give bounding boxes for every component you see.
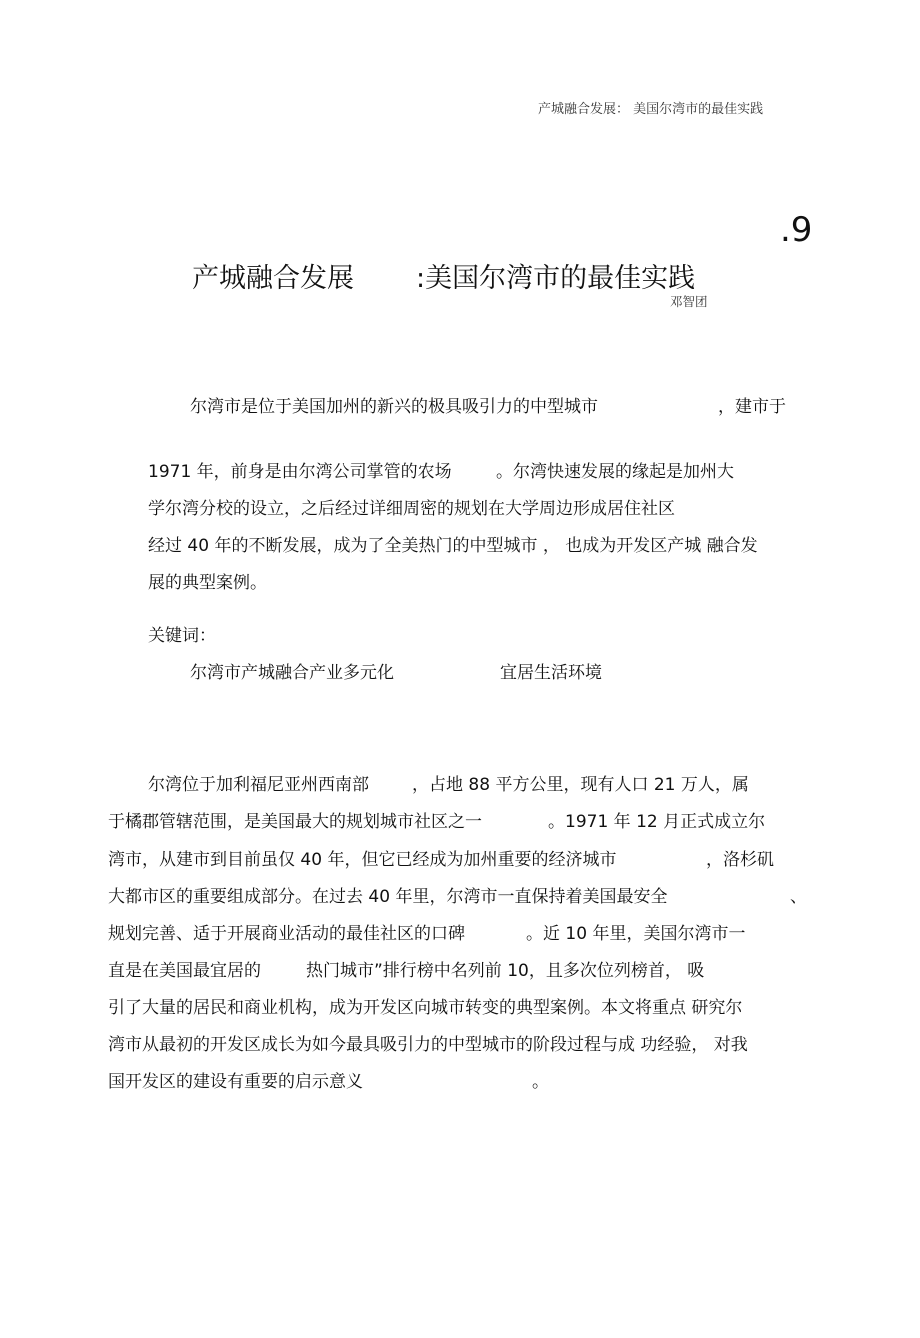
body-line-2b: 。1971 年 12 月正式成立尔 — [548, 812, 766, 832]
author-name: 邓智团 — [670, 294, 708, 309]
keyword-item-2: 宜居生活环境 — [500, 663, 602, 683]
body-line-6a: 直是在美国最宜居的 — [108, 961, 261, 981]
page-number-mark: .9 — [780, 210, 813, 250]
body-line-4b: 、 — [790, 887, 807, 907]
abstract-line-2a: 1971 年，前身是由尔湾公司掌管的农场 — [148, 462, 452, 482]
abstract-line-2b: 。尔湾快速发展的缘起是加州大 — [496, 462, 734, 482]
body-line-5b: 。近 10 年里，美国尔湾市一 — [526, 924, 746, 944]
abstract-line-5: 展的典型案例。 — [148, 573, 267, 593]
title-part-2: :美国尔湾市的最佳实践 — [416, 263, 696, 294]
body-line-9b: 。 — [532, 1072, 549, 1092]
document-title — [192, 256, 695, 295]
abstract-line-1-tail: ，建市于 — [718, 397, 786, 417]
abstract-line-1: 尔湾市是位于美国加州的新兴的极具吸引力的中型城市 — [190, 397, 598, 417]
body-line-3a: 湾市，从建市到目前虽仅 40 年，但它已经成为加州重要的经济城市 — [108, 850, 617, 870]
title-part-1: 产城融合发展 — [192, 263, 354, 294]
abstract-line-3: 学尔湾分校的设立，之后经过详细周密的规划在大学周边形成居住社区 — [148, 499, 675, 519]
body-line-8: 湾市从最初的开发区成长为如今最具吸引力的中型城市的阶段过程与成 功经验， 对我 — [108, 1035, 748, 1055]
body-line-6b: 热门城市”排行榜中名列前 10，且多次位列榜首， 吸 — [306, 961, 705, 981]
keywords-label: 关键词： — [148, 626, 216, 646]
body-line-1a: 尔湾位于加利福尼亚州西南部 — [148, 775, 369, 795]
body-line-9a: 国开发区的建设有重要的启示意义 — [108, 1072, 363, 1092]
body-line-2a: 于橘郡管辖范围，是美国最大的规划城市社区之一 — [108, 812, 482, 832]
body-line-5a: 规划完善、适于开展商业活动的最佳社区的口碑 — [108, 924, 465, 944]
body-line-3b: ，洛杉矶 — [706, 850, 774, 870]
body-line-7: 引了大量的居民和商业机构，成为开发区向城市转变的典型案例。本文将重点 研究尔 — [108, 998, 743, 1018]
keyword-item-1: 尔湾市产城融合产业多元化 — [190, 663, 394, 683]
body-line-4a: 大都市区的重要组成部分。在过去 40 年里，尔湾市一直保持着美国最安全 — [108, 887, 668, 907]
body-line-1b: ，占地 88 平方公里，现有人口 21 万人，属 — [412, 775, 749, 795]
abstract-line-4: 经过 40 年的不断发展，成为了全美热门的中型城市 ， 也成为开发区产城 融合发 — [148, 536, 758, 556]
running-header: 产城融合发展： 美国尔湾市的最佳实践 — [538, 102, 764, 117]
